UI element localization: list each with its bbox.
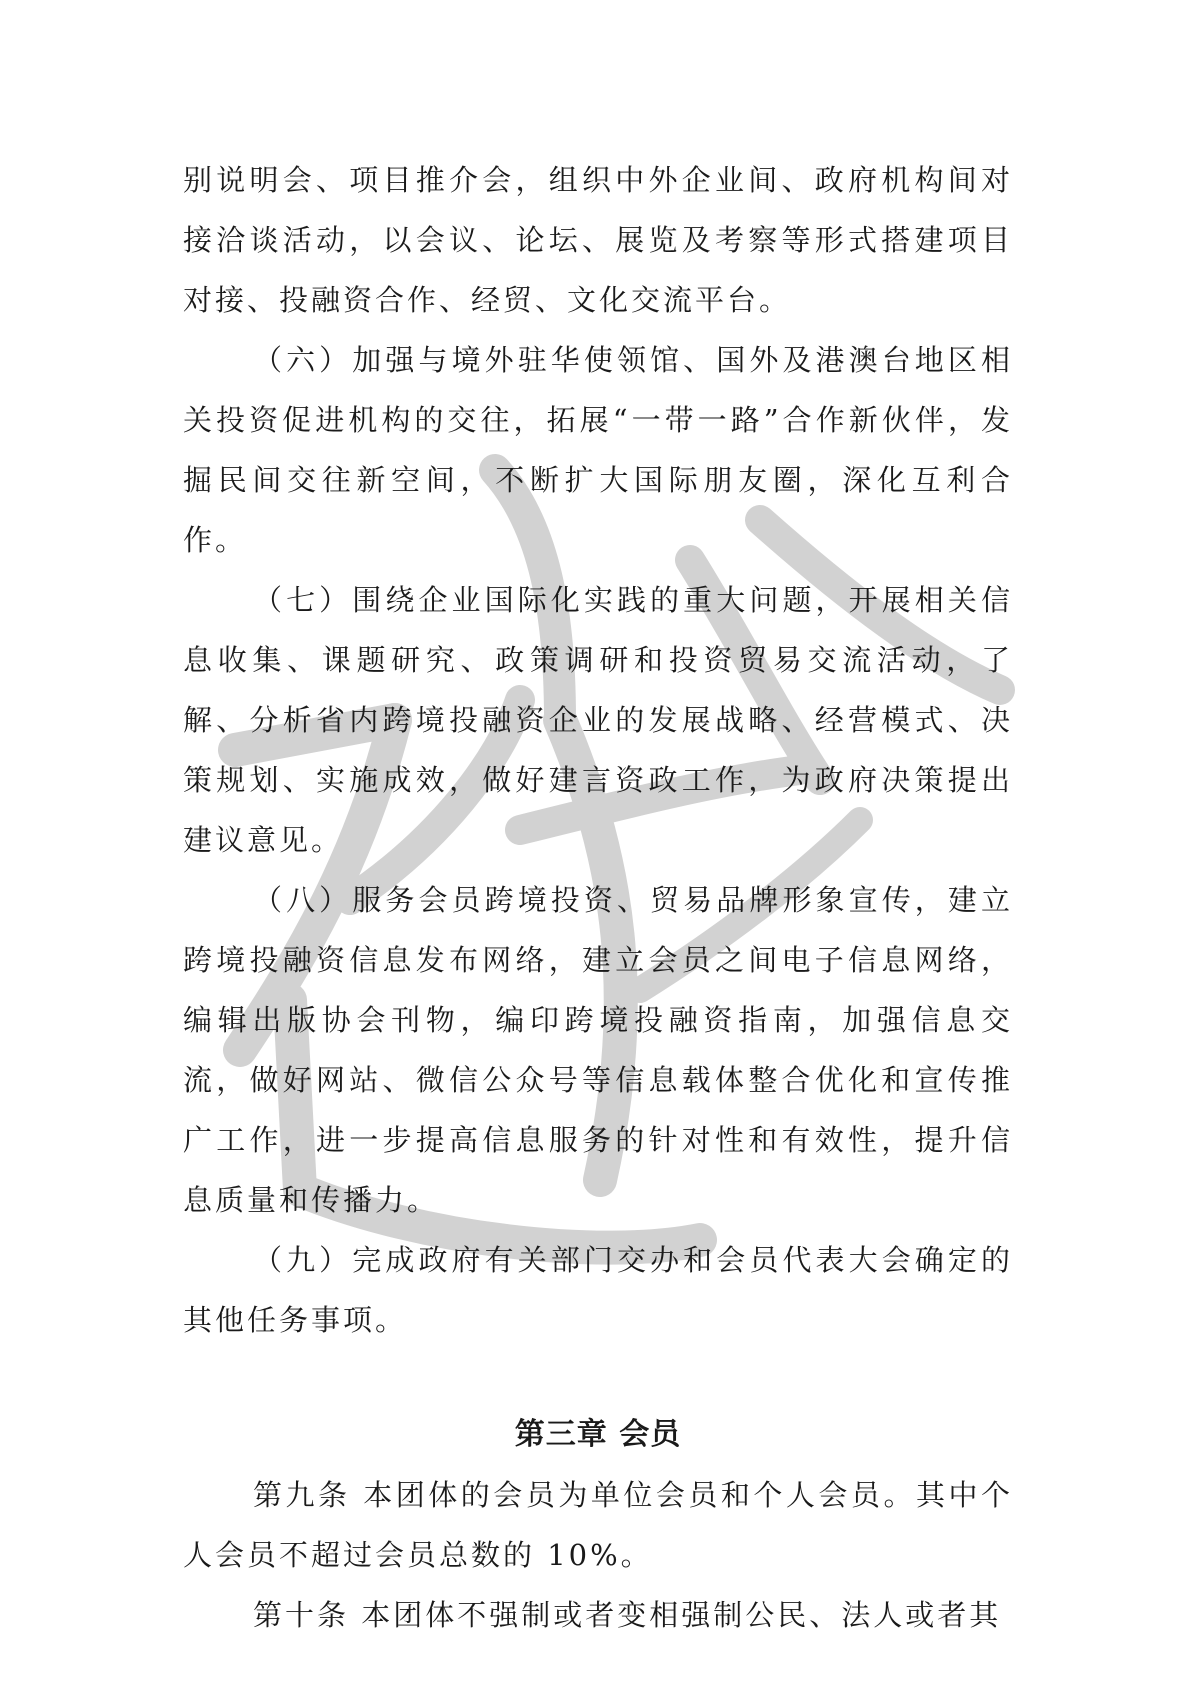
paragraph-item-7: （七）围绕企业国际化实践的重大问题，开展相关信息收集、课题研究、政策调研和投资贸易交流活动，了解、分析省内跨境投融资企业的发展战略、经营模式、决策规划、实施成效，做好建言资政工作，为政府决策提出建议意见。 — [183, 583, 1013, 857]
chapter-title: 第三章 会员 — [514, 1417, 682, 1452]
article-10: 第十条 本团体不强制或者变相强制公民、法人或者其 — [253, 1598, 1002, 1632]
article-9: 第九条 本团体的会员为单位会员和个人会员。其中个人会员不超过会员总数的 10%。 — [183, 1478, 1013, 1572]
paragraph-item-8: （八）服务会员跨境投资、贸易品牌形象宣传，建立跨境投融资信息发布网络，建立会员之间电子信息网络，编辑出版协会刊物，编印跨境投融资指南，加强信息交流，做好网站、微信公众号等信息载体整合优化和宣传推广工作，进一步提高信息服务的针对性和有效性，提升信息质量和传播力。 — [183, 883, 1013, 1217]
paragraph-item-6: （六）加强与境外驻华使领馆、国外及港澳台地区相关投资促进机构的交往，拓展“一带一路”合作新伙伴，发掘民间交往新空间，不断扩大国际朋友圈，深化互利合作。 — [183, 343, 1013, 557]
document-body — [183, 150, 1013, 1645]
paragraph-item-9: （九）完成政府有关部门交办和会员代表大会确定的其他任务事项。 — [183, 1243, 1013, 1337]
paragraph-continuation: 别说明会、项目推介会，组织中外企业间、政府机构间对接洽谈活动，以会议、论坛、展览及考察等形式搭建项目对接、投融资合作、经贸、文化交流平台。 — [183, 163, 1013, 317]
